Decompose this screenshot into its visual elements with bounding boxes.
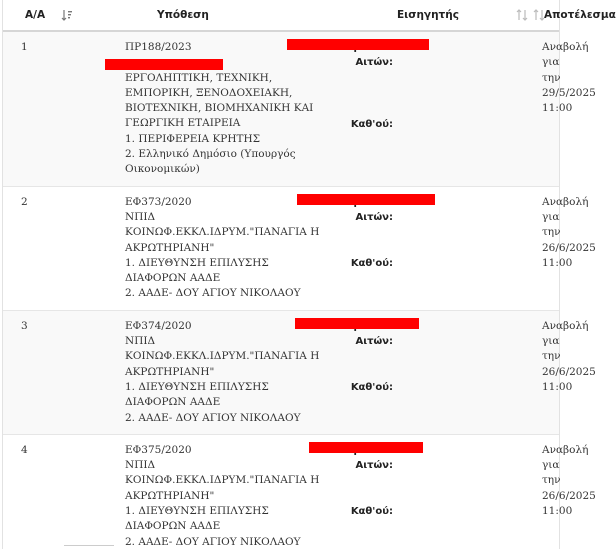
label-aiton: Αιτών: (355, 336, 393, 348)
result-line: 26/6/2025 11:00 (542, 241, 596, 269)
result-cell (536, 434, 596, 558)
field-labels (329, 443, 393, 519)
case-line: ΒΙΟΤΕΧΝΙΚΗ, ΒΙΟΜΗΧΑΝΙΚΗ ΚΑΙ (125, 102, 314, 115)
field-labels (329, 319, 393, 395)
column-header-result[interactable]: Αποτέλεσμα (536, 0, 559, 31)
case-line: 2. ΑΑΔΕ- ΔΟΥ ΑΓΙΟΥ ΝΙΚΟΛΑΟΥ (125, 411, 301, 424)
case-line: ΔΙΑΦΟΡΩΝ ΑΑΔΕ (125, 272, 221, 285)
case-line: ΕΡΓΟΛΗΠΤΙΚΗ, ΤΕΧΝΙΚΗ, (125, 71, 273, 84)
result-line: 26/6/2025 11:00 (542, 489, 596, 518)
redaction-bar (295, 318, 419, 329)
result-line: Αναβολή για την (542, 443, 589, 487)
result-line: Αναβολή για την (542, 41, 589, 84)
case-line: ΓΕΩΡΓΙΚΗ ΕΤΑΙΡΕΙΑ (125, 117, 241, 130)
field-labels (329, 40, 393, 132)
cases-table (3, 0, 616, 558)
column-header-rapporteur[interactable]: Εισηγητής (353, 0, 536, 31)
redaction-bar (105, 59, 223, 70)
case-line: ΠΡ188/2023 (125, 41, 192, 53)
sort-ascending-icon[interactable] (61, 9, 73, 21)
redaction-bar (297, 194, 435, 205)
case-line: ΕΦ374/2020 (125, 319, 192, 332)
label-aiton: Αιτών: (355, 57, 393, 69)
case-line: ΚΟΙΝΩΦ.ΕΚΚΛ.ΙΔΡΥΜ."ΠΑΝΑΓΙΑ Η (125, 350, 320, 363)
result-cell (536, 31, 596, 186)
case-line: ΔΙΑΦΟΡΩΝ ΑΑΔΕ (125, 520, 221, 533)
result-cell (536, 310, 596, 434)
label-kathou: Καθ'ού: (350, 118, 393, 130)
label-kathou: Καθ'ού: (350, 257, 393, 269)
case-line: 2. ΑΑΔΕ- ΔΟΥ ΑΓΙΟΥ ΝΙΚΟΛΑΟΥ (125, 287, 301, 300)
case-line: 2. ΑΑΔΕ- ΔΟΥ ΑΓΙΟΥ ΝΙΚΟΛΑΟΥ (125, 535, 301, 548)
pagination-stub (64, 545, 114, 550)
case-line: 1. ΔΙΕΥΘΥΝΣΗ ΕΠΙΛΥΣΗΣ (125, 256, 269, 269)
case-line: ΑΚΡΩΤΗΡΙΑΝΗ" (125, 241, 215, 254)
rapporteur-cell (350, 31, 536, 186)
row-number: 4 (3, 434, 97, 558)
column-header-aa[interactable]: Α/Α (3, 0, 97, 31)
case-line: ΔΙΑΦΟΡΩΝ ΑΑΔΕ (125, 396, 221, 409)
redaction-bar (287, 39, 429, 50)
row-number: 3 (3, 310, 97, 434)
case-line: ΝΠΙΔ (125, 459, 156, 472)
table-header-row (3, 0, 559, 31)
case-line: ΑΚΡΩΤΗΡΙΑΝΗ" (125, 489, 215, 502)
case-line: ΝΠΙΔ (125, 210, 156, 223)
case-line: ΚΟΙΝΩΦ.ΕΚΚΛ.ΙΔΡΥΜ."ΠΑΝΑΓΙΑ Η (125, 226, 320, 239)
table-row[interactable] (3, 310, 559, 434)
case-line: ΑΚΡΩΤΗΡΙΑΝΗ" (125, 365, 215, 378)
label-kathou: Καθ'ού: (350, 381, 393, 393)
redaction-bar (309, 442, 423, 453)
label-aiton: Αιτών: (355, 211, 393, 223)
row-number: 1 (3, 31, 97, 186)
case-line: ΕΦ375/2020 (125, 443, 192, 456)
result-cell (536, 186, 596, 310)
case-line: Οικονομικών) (125, 163, 200, 176)
result-line: Αναβολή για την (542, 195, 589, 239)
case-line: 2. Ελληνικό Δημόσιο (Υπουργός (125, 148, 296, 161)
cases-table-frame (2, 0, 616, 549)
case-line: ΚΟΙΝΩΦ.ΕΚΚΛ.ΙΔΡΥΜ."ΠΑΝΑΓΙΑ Η (125, 474, 320, 487)
row-number: 2 (3, 186, 97, 310)
case-line: ΕΜΠΟΡΙΚΗ, ΞΕΝΟΔΟΧΕΙΑΚΗ, (125, 86, 293, 99)
case-line: 1. ΔΙΕΥΘΥΝΣΗ ΕΠΙΛΥΣΗΣ (125, 380, 269, 393)
label-aiton: Αιτών: (355, 460, 393, 472)
case-line: ΝΠΙΔ (125, 335, 156, 348)
sort-icon[interactable] (516, 9, 528, 21)
label-kathou: Καθ'ού: (350, 506, 393, 518)
column-header-case[interactable]: Υπόθεση (97, 0, 353, 31)
table-row[interactable] (3, 434, 559, 558)
case-line: 1. ΠΕΡΙΦΕΡΕΙΑ ΚΡΗΤΗΣ (125, 132, 261, 145)
table-row[interactable] (3, 186, 559, 310)
result-line: Αναβολή για την (542, 319, 589, 363)
table-body (3, 31, 596, 558)
case-line: ΕΦ373/2020 (125, 195, 192, 208)
result-line: 26/6/2025 11:00 (542, 365, 596, 393)
field-labels (329, 195, 393, 271)
table-row[interactable] (3, 31, 559, 186)
sort-icon[interactable] (533, 9, 545, 21)
case-cell (97, 31, 353, 186)
result-line: 29/5/2025 11:00 (542, 86, 596, 115)
case-line: 1. ΔΙΕΥΘΥΝΣΗ ΕΠΙΛΥΣΗΣ (125, 505, 269, 518)
